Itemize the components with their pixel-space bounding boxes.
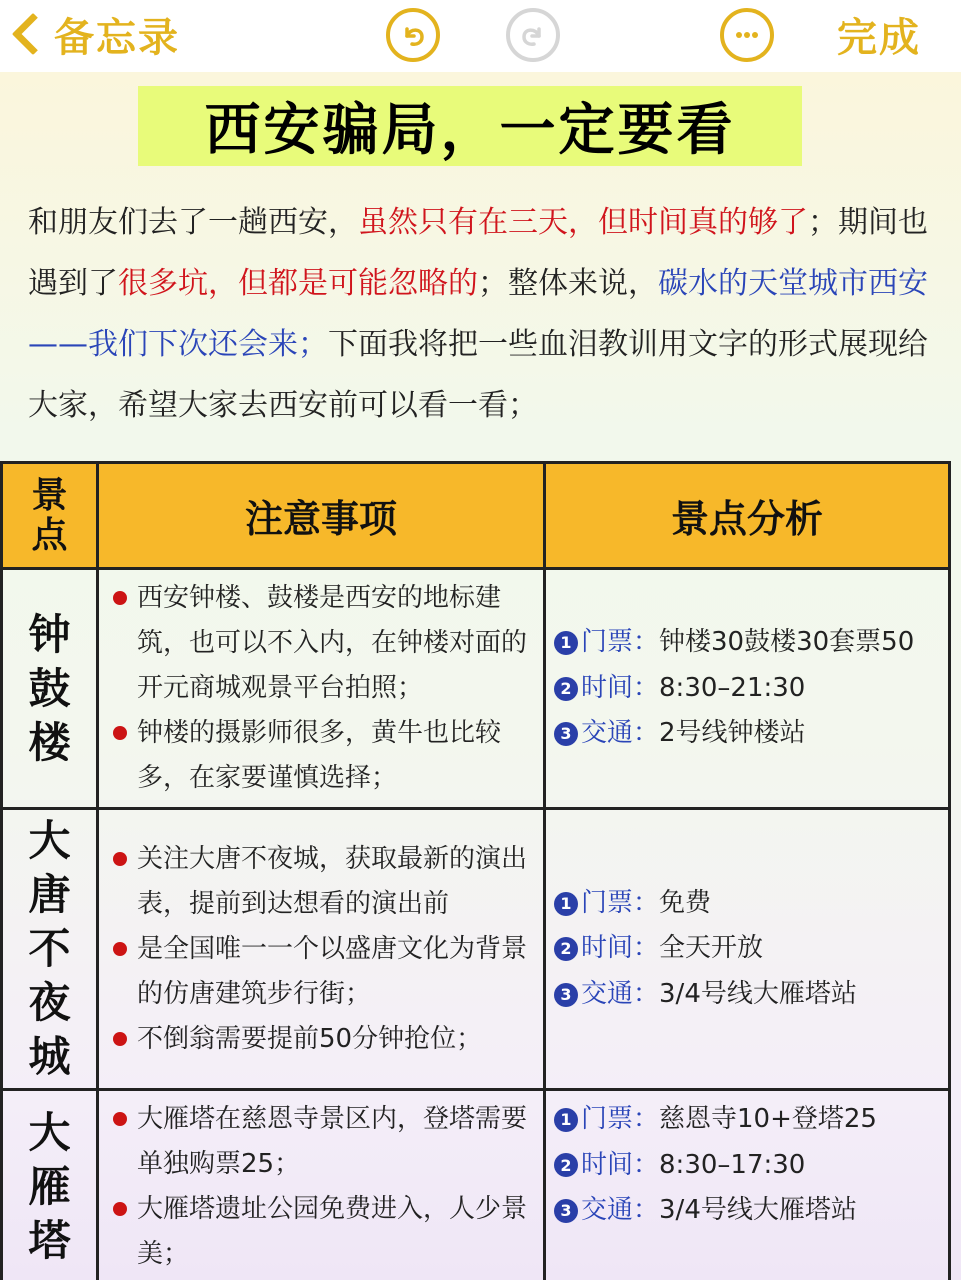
info-key: 门票： bbox=[581, 627, 660, 658]
undo-icon bbox=[398, 20, 428, 50]
info-value: 全天开放 bbox=[659, 933, 764, 964]
info-cell bbox=[545, 809, 950, 1090]
redo-button[interactable] bbox=[506, 8, 560, 62]
intro-text-3: ；整体来说， bbox=[478, 266, 658, 301]
info-cell bbox=[545, 1090, 950, 1280]
info-value: 8:30–17:30 bbox=[659, 1149, 806, 1180]
number-badge-icon: 2 bbox=[554, 937, 578, 961]
info-key: 时间： bbox=[581, 672, 660, 703]
number-badge-icon: 1 bbox=[554, 631, 578, 655]
info-value: 慈恩寺10+登塔25 bbox=[659, 1104, 877, 1134]
note-title: 西安骗局，一定要看 bbox=[138, 86, 802, 166]
info-key: 时间： bbox=[581, 933, 660, 964]
intro-text-2: ；期间也遇到了 bbox=[28, 205, 928, 301]
info-value: 8:30–21:30 bbox=[659, 672, 806, 703]
intro-text-1: 和朋友们去了一趟西安， bbox=[28, 205, 358, 240]
info-line-transport bbox=[554, 711, 940, 757]
info-line-time bbox=[554, 666, 940, 712]
note-content[interactable] bbox=[0, 72, 961, 1280]
number-badge-icon: 1 bbox=[554, 892, 578, 916]
note-item: 不倒翁需要提前50分钟抢位； bbox=[109, 1017, 535, 1062]
more-icon bbox=[732, 20, 762, 50]
note-item: 大雁塔遗址公园免费进入，人少景美； bbox=[109, 1187, 535, 1277]
number-badge-icon: 3 bbox=[554, 722, 578, 746]
info-line-ticket bbox=[554, 620, 940, 666]
done-button[interactable]: 完成 bbox=[837, 14, 921, 61]
info-line-transport bbox=[554, 972, 940, 1018]
top-toolbar bbox=[0, 0, 961, 72]
number-badge-icon: 3 bbox=[554, 1199, 578, 1223]
undo-button[interactable] bbox=[386, 8, 440, 62]
number-badge-icon: 3 bbox=[554, 983, 578, 1007]
header-notes: 注意事项 bbox=[98, 463, 545, 569]
spot-name-text: 钟鼓楼 bbox=[28, 609, 71, 767]
info-key: 门票： bbox=[581, 1104, 660, 1134]
info-key: 时间： bbox=[581, 1149, 660, 1180]
intro-text-4: 下面我将把一些血泪教训用文字的形式展现给大家，希望大家去西安前可以看一看； bbox=[28, 327, 928, 423]
table-header-row bbox=[2, 463, 950, 569]
back-button[interactable] bbox=[4, 4, 180, 64]
info-line-time bbox=[554, 926, 940, 972]
table-row bbox=[2, 1090, 950, 1280]
note-item: 是全国唯一一个以盛唐文化为背景的仿唐建筑步行街； bbox=[109, 927, 535, 1017]
table-row bbox=[2, 809, 950, 1090]
number-badge-icon: 2 bbox=[554, 1153, 578, 1177]
info-value: 3/4号线大雁塔站 bbox=[659, 978, 857, 1009]
info-line-time bbox=[554, 1143, 940, 1189]
info-value: 3/4号线大雁塔站 bbox=[659, 1195, 857, 1225]
note-item: 大雁塔在慈恩寺景区内，登塔需要单独购票25； bbox=[109, 1097, 535, 1187]
intro-highlight-red-1: 虽然只有在三天，但时间真的够了 bbox=[358, 205, 808, 240]
info-key: 交通： bbox=[581, 718, 660, 749]
info-value: 2号线钟楼站 bbox=[659, 718, 806, 749]
chevron-left-icon bbox=[12, 13, 54, 55]
spot-name bbox=[2, 1090, 98, 1280]
note-item: 钟楼的摄影师很多，黄牛也比较多，在家要谨慎选择； bbox=[109, 711, 535, 801]
spot-name-text: 大雁塔 bbox=[28, 1108, 71, 1265]
spot-name bbox=[2, 569, 98, 809]
intro-paragraph bbox=[28, 192, 946, 436]
info-key: 交通： bbox=[581, 978, 660, 1009]
info-line-ticket bbox=[554, 1097, 940, 1143]
info-key: 门票： bbox=[581, 887, 660, 918]
info-key: 交通： bbox=[581, 1195, 660, 1225]
header-spot bbox=[2, 463, 98, 569]
redo-icon bbox=[518, 20, 548, 50]
info-line-transport bbox=[554, 1188, 940, 1234]
notes-cell bbox=[98, 809, 545, 1090]
attractions-table bbox=[0, 461, 951, 1280]
intro-highlight-blue: 碳水的天堂城市西安——我们下次还会来； bbox=[28, 266, 928, 362]
spot-name bbox=[2, 809, 98, 1090]
info-line-ticket bbox=[554, 881, 940, 927]
more-button[interactable] bbox=[720, 8, 774, 62]
header-analysis: 景点分析 bbox=[545, 463, 950, 569]
spot-name-text: 大唐不夜城 bbox=[28, 816, 71, 1081]
number-badge-icon: 2 bbox=[554, 677, 578, 701]
note-item: 关注大唐不夜城，获取最新的演出表，提前到达想看的演出前 bbox=[109, 837, 535, 927]
info-value: 免费 bbox=[659, 887, 712, 918]
back-label: 备忘录 bbox=[54, 14, 180, 61]
table-row bbox=[2, 569, 950, 809]
notes-cell bbox=[98, 569, 545, 809]
info-value: 钟楼30鼓楼30套票50 bbox=[659, 627, 915, 658]
header-spot-label: 景点 bbox=[31, 474, 68, 556]
number-badge-icon: 1 bbox=[554, 1108, 578, 1132]
intro-highlight-red-2: 很多坑，但都是可能忽略的 bbox=[118, 266, 478, 301]
note-item: 西安钟楼、鼓楼是西安的地标建筑，也可以不入内，在钟楼对面的开元商城观景平台拍照； bbox=[109, 576, 535, 711]
info-cell bbox=[545, 569, 950, 809]
notes-cell bbox=[98, 1090, 545, 1280]
